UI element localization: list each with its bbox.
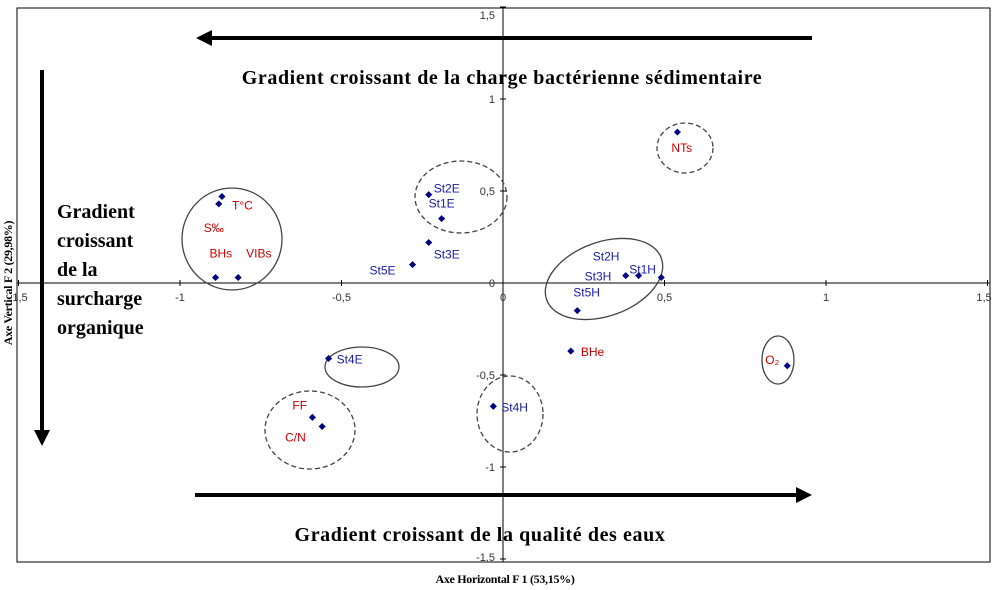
data-point-label: St3E <box>433 247 460 262</box>
data-point-label: St2H <box>592 249 620 264</box>
data-point <box>409 261 416 268</box>
data-point-label: St4E <box>336 352 363 367</box>
x-tick-label: -0,5 <box>332 292 351 304</box>
data-point-label: St1E <box>428 196 455 211</box>
data-point-label: St5E <box>369 263 396 278</box>
data-point-label: VIBs <box>246 246 272 261</box>
y-tick-label: -1 <box>485 462 495 474</box>
data-point-label: FF <box>292 398 308 413</box>
data-point <box>212 274 219 281</box>
data-point <box>235 274 242 281</box>
data-point-label: S‰ <box>203 220 224 235</box>
data-point-label: NTs <box>671 141 693 156</box>
y-tick-label: 0,5 <box>479 186 495 198</box>
data-point-label: C/N <box>285 430 306 445</box>
data-point <box>218 193 225 200</box>
data-point-label: St4H <box>501 400 528 415</box>
x-tick-label: 0,5 <box>656 292 673 304</box>
bottom-arrow-head <box>796 487 812 503</box>
data-point <box>674 129 681 136</box>
data-point-label: BHe <box>580 345 605 360</box>
data-point <box>319 423 326 430</box>
top-gradient-label: Gradient croissant de la charge bactérienne sédimentaire <box>241 67 763 89</box>
y-tick-label: 1,5 <box>479 10 495 22</box>
data-point <box>309 414 316 421</box>
data-point <box>215 200 222 207</box>
left-gradient-label-line: surcharge <box>57 288 143 310</box>
top-arrow-head <box>196 30 212 46</box>
data-point <box>622 272 629 279</box>
data-point <box>784 362 791 369</box>
x-tick-label: 1,5 <box>12 292 28 304</box>
x-tick-label: 1,5 <box>976 292 992 304</box>
y-tick-label: 0 <box>488 278 495 290</box>
data-point-label: St1H <box>629 262 656 277</box>
y-tick-label: -0,5 <box>476 370 495 382</box>
data-point-label: St2E <box>433 181 460 196</box>
data-point-label: St5H <box>573 285 600 300</box>
left-gradient-label-line: croissant <box>57 230 134 252</box>
left-gradient-label-line: Gradient <box>57 201 135 223</box>
y-axis-title: Axe Vertical F 2 (29,98%) <box>1 220 15 346</box>
data-point-label: T°C <box>231 198 253 213</box>
data-point <box>425 239 432 246</box>
data-point-label: St3H <box>584 269 612 284</box>
data-point-label: BHs <box>209 246 233 261</box>
data-point <box>574 307 581 314</box>
x-tick-label: 1 <box>822 292 830 304</box>
data-point <box>567 348 574 355</box>
data-point-label: O₂ <box>765 352 780 367</box>
y-tick-label: -1,5 <box>476 552 495 564</box>
data-point <box>438 215 445 222</box>
x-axis-title: Axe Horizontal F 1 (53,15%) <box>435 572 575 586</box>
y-tick-label: 1 <box>488 94 495 106</box>
bottom-gradient-label: Gradient croissant de la qualité des eaux <box>294 524 666 546</box>
left-arrow-head <box>34 430 50 446</box>
left-gradient-label-line: de la <box>57 259 98 281</box>
x-tick-label: 0 <box>499 292 507 304</box>
left-gradient-label-line: organique <box>57 317 144 339</box>
data-point <box>490 403 497 410</box>
group-ellipse <box>265 391 355 469</box>
x-tick-label: -1 <box>175 292 185 304</box>
